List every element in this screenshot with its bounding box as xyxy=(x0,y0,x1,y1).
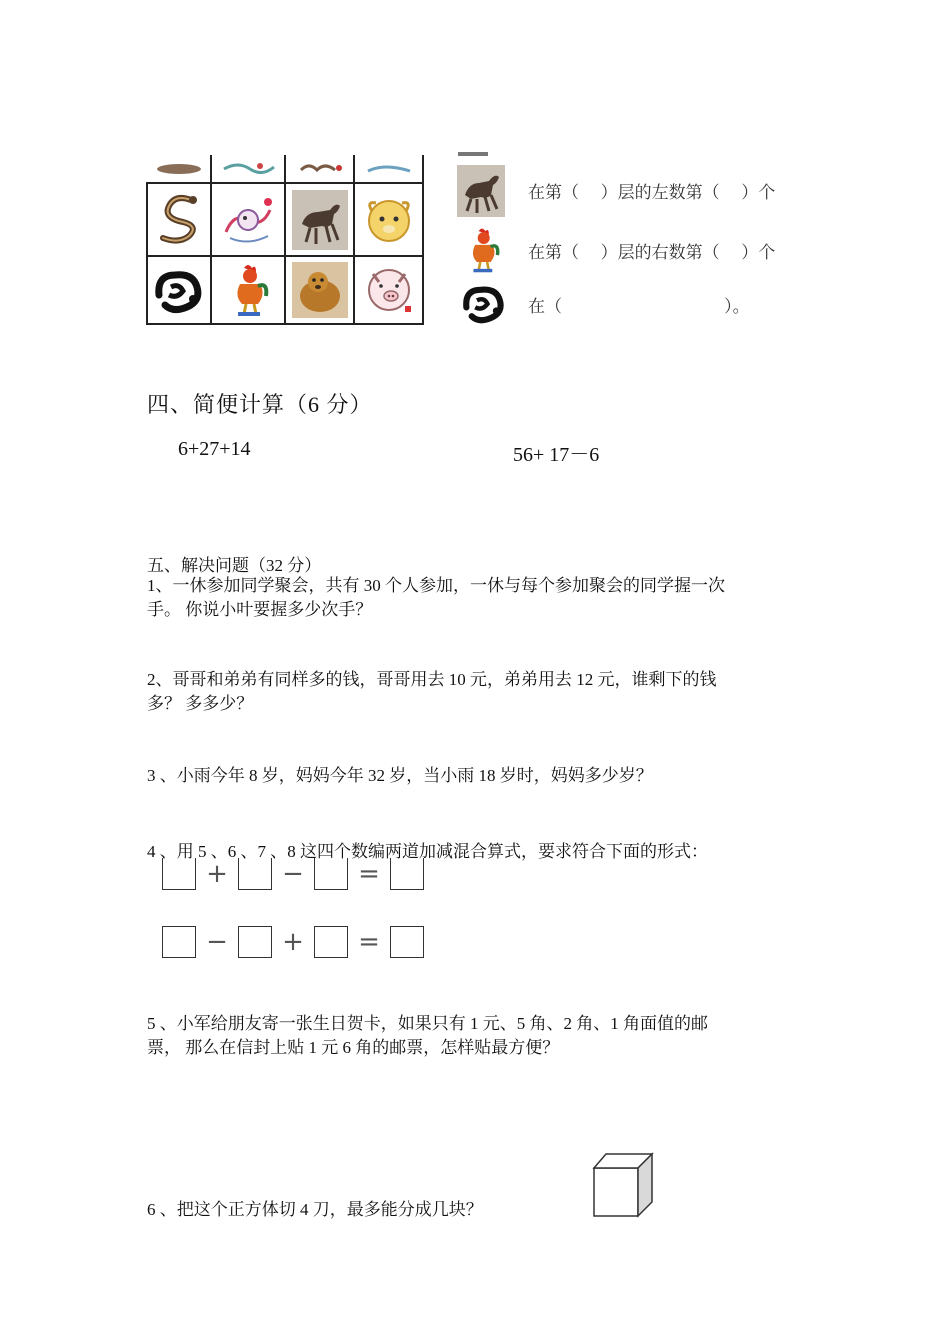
plus-sign: + xyxy=(206,859,228,889)
zodiac-grid xyxy=(146,155,424,325)
question-3: 3 、小雨今年 8 岁，妈妈今年 32 岁，当小雨 18 岁时，妈妈多少岁？ xyxy=(147,766,653,785)
question-2-line1: 2、哥哥和弟弟有同样多的钱，哥哥用去 10 元，弟弟用去 12 元，谁剩下的钱 xyxy=(147,670,717,689)
blank-box xyxy=(314,926,348,958)
equals-sign: = xyxy=(358,859,380,889)
question-5 xyxy=(147,1012,807,1060)
question-1-line2: 手。 你说小叶要握多少次手？ xyxy=(147,600,373,619)
blank-box xyxy=(162,926,196,958)
rabbit-icon xyxy=(357,155,420,181)
dog-icon xyxy=(288,259,351,321)
rooster-icon xyxy=(460,225,504,275)
minus-sign: − xyxy=(282,859,304,889)
blank-box xyxy=(162,858,196,890)
equation-template-1 xyxy=(162,858,424,890)
question-6: 6 、把这个正方体切 4 刀，最多能分成几块？ xyxy=(147,1200,483,1219)
question-2-line2: 多？ 多多少？ xyxy=(147,694,254,713)
blank-box xyxy=(238,926,272,958)
question-horse-position: 在第（ ）层的左数第（ ）个 xyxy=(528,183,776,203)
section5-title: 五、解决问题（32 分） xyxy=(147,556,322,575)
question-rooster-position: 在第（ ）层的右数第（ ）个 xyxy=(528,243,776,263)
horse-icon xyxy=(288,186,351,253)
section4-title: 四、简便计算（6 分） xyxy=(147,392,373,417)
blank-box xyxy=(238,858,272,890)
question-monkey-position: 在（ ）。 xyxy=(528,297,750,317)
plus-sign: + xyxy=(282,927,304,957)
question-5-line2: 票， 那么在信封上贴 1 元 6 角的邮票，怎样贴最方便？ xyxy=(147,1038,560,1057)
rooster-icon xyxy=(214,259,282,321)
calc-expression-1: 6+27+14 xyxy=(178,438,251,460)
blank-box xyxy=(314,858,348,890)
question-1-line1: 1、一休参加同学聚会，共有 30 个人参加，一休与每个参加聚会的同学握一次 xyxy=(147,576,725,595)
horse-icon xyxy=(456,165,506,217)
dragon-icon xyxy=(214,186,282,253)
calc-expression-2: 56+ 17－6 xyxy=(513,444,600,466)
blank-box xyxy=(390,926,424,958)
ox-icon xyxy=(288,155,351,181)
question-2 xyxy=(147,668,807,716)
blank-box xyxy=(390,858,424,890)
equals-sign: = xyxy=(358,927,380,957)
question-1 xyxy=(147,574,807,622)
question-4: 4 、用 5 、6 、7 、8 这四个数编两道加减混合算式，要求符合下面的形式： xyxy=(147,842,708,861)
monkey-icon xyxy=(150,259,208,321)
snake-icon xyxy=(150,186,208,253)
cropped-icon-fragment xyxy=(458,152,488,156)
equation-template-2 xyxy=(162,926,424,958)
question-5-line1: 5 、小军给朋友寄一张生日贺卡，如果只有 1 元、5 角、2 角、1 角面值的邮 xyxy=(147,1014,708,1033)
pig-icon xyxy=(357,259,420,321)
rat-icon xyxy=(150,155,208,181)
minus-sign: − xyxy=(206,927,228,957)
goat-icon xyxy=(357,186,420,253)
dragon-icon xyxy=(214,155,282,181)
monkey-icon xyxy=(456,280,512,326)
